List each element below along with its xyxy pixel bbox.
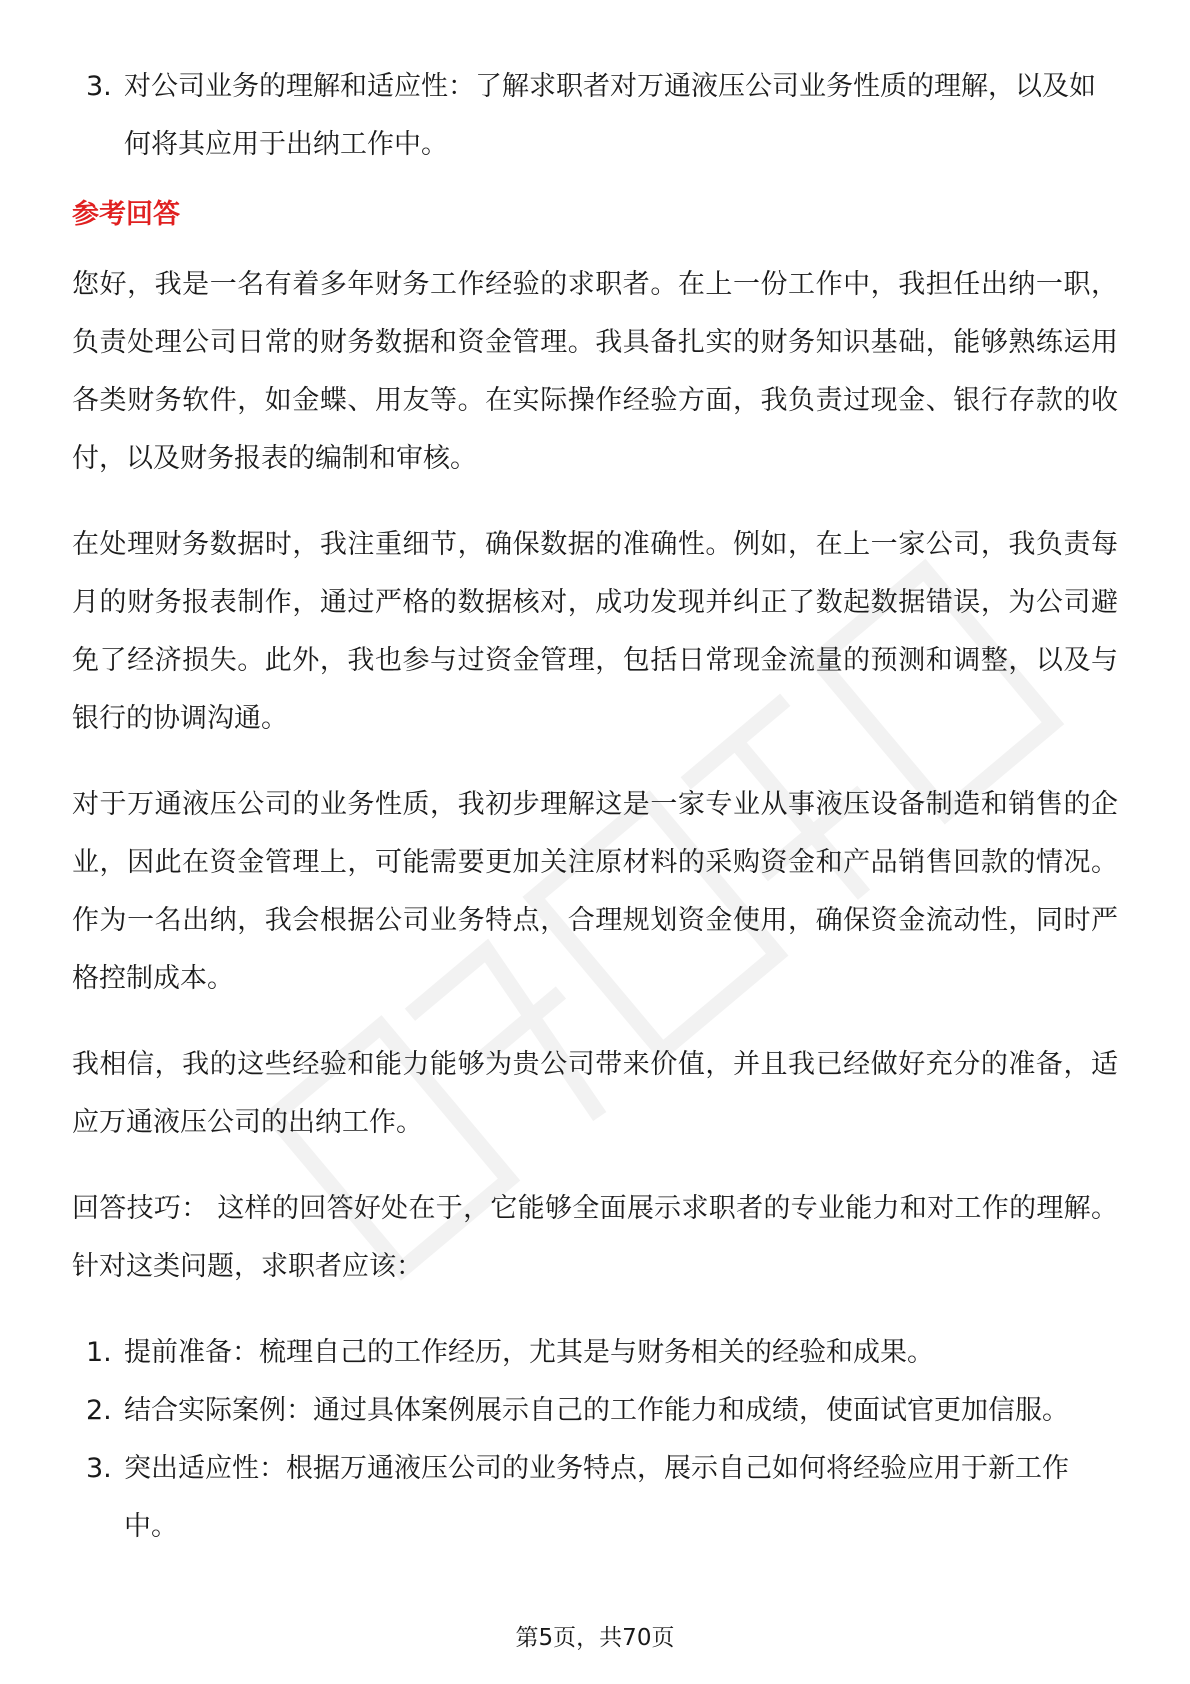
list-item-number: 3. [86,1453,112,1484]
list-item-text: 突出适应性：根据万通液压公司的业务特点，展示自己如何将经验应用于新工作中。 [124,1453,1069,1542]
section-title: 参考回答 [72,199,180,230]
list-item [72,1324,1118,1382]
tips-list [72,1324,1118,1556]
list-item-text: 提前准备：梳理自己的工作经历，尤其是与财务相关的经验和成果。 [124,1337,934,1368]
paragraph: 对于万通液压公司的业务性质，我初步理解这是一家专业从事液压设备制造和销售的企业，因此在资金管理上，可能需要更加关注原材料的采购资金和产品销售回款的情况。作为一名出纳，我会根据公司业务特点，合理规划资金使用，确保资金流动性，同时严格控制成本。 [72,789,1118,994]
list-item-number: 3. [86,71,112,102]
page-footer: 第5页，共70页 [515,1625,675,1651]
paragraph: 我相信，我的这些经验和能力能够为贵公司带来价值，并且我已经做好充分的准备，适应万通液压公司的出纳工作。 [72,1049,1118,1138]
list-item-number: 2. [86,1395,112,1426]
intro-list [72,58,1118,174]
list-item-text: 结合实际案例：通过具体案例展示自己的工作能力和成绩，使面试官更加信服。 [124,1395,1069,1426]
list-item-text: 对公司业务的理解和适应性：了解求职者对万通液压公司业务性质的理解，以及如何将其应用于出纳工作中。 [124,71,1096,160]
paragraph: 回答技巧： 这样的回答好处在于，它能够全面展示求职者的专业能力和对工作的理解。针对这类问题，求职者应该： [72,1193,1118,1282]
paragraph: 您好，我是一名有着多年财务工作经验的求职者。在上一份工作中，我担任出纳一职，负责处理公司日常的财务数据和资金管理。我具备扎实的财务知识基础，能够熟练运用各类财务软件，如金蝶、用友等。在实际操作经验方面，我负责过现金、银行存款的收付，以及财务报表的编制和审核。 [72,269,1118,474]
list-item [72,1382,1118,1440]
paragraph: 在处理财务数据时，我注重细节，确保数据的准确性。例如，在上一家公司，我负责每月的财务报表制作，通过严格的数据核对，成功发现并纠正了数起数据错误，为公司避免了经济损失。此外，我也参与过资金管理，包括日常现金流量的预测和调整，以及与银行的协调沟通。 [72,529,1118,734]
list-item [72,58,1118,174]
document-content [72,58,1118,1556]
list-item [72,1440,1118,1556]
list-item-number: 1. [86,1337,112,1368]
